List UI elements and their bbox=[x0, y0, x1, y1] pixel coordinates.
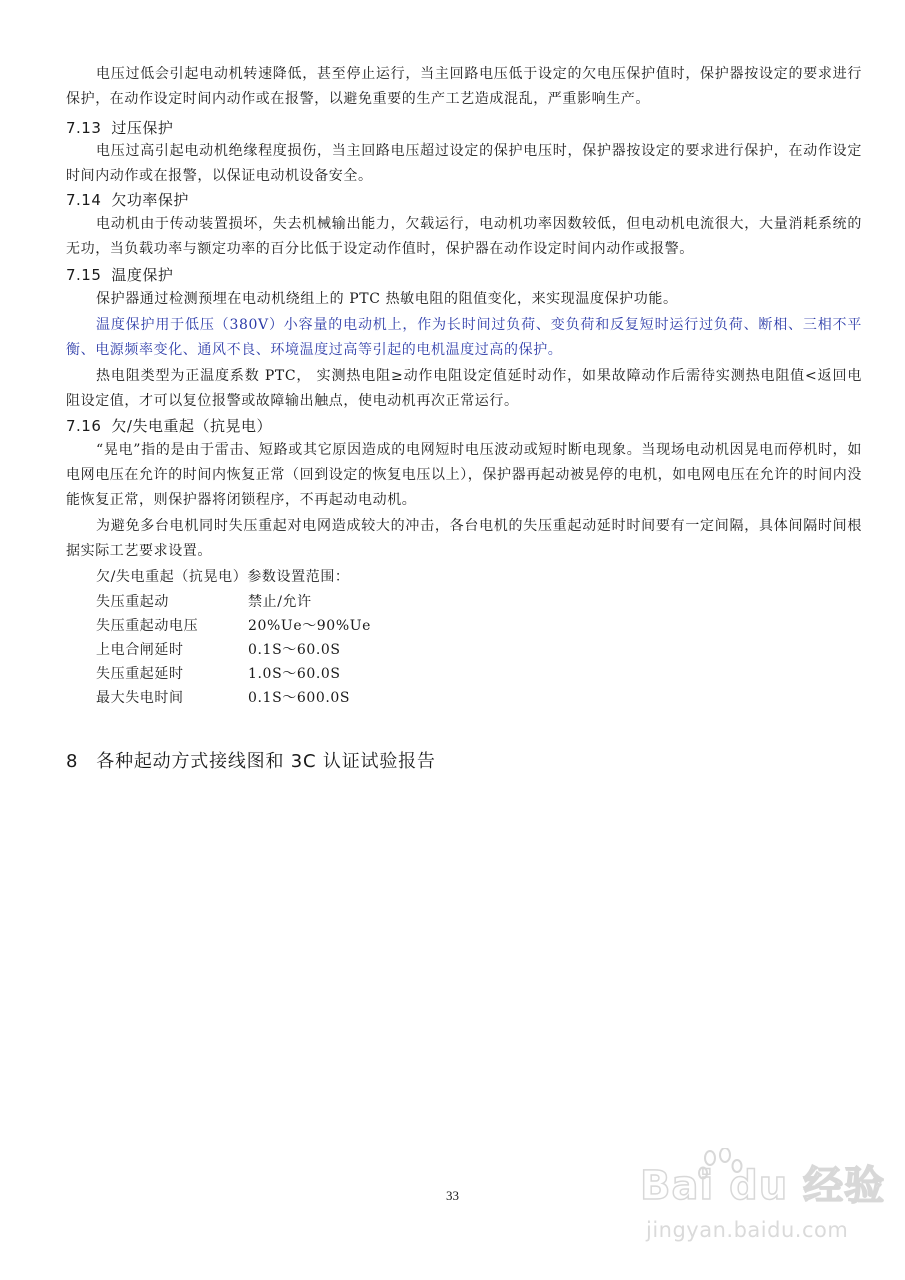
param-value: 20%Ue～90%Ue bbox=[248, 618, 372, 634]
param-name: 上电合闸延时 bbox=[96, 642, 184, 658]
paragraph-restart-interval: 为避免多台电机同时失压重起对电网造成较大的冲击，各台电机的失压重起动延时时间要有一定间隔，具体间隔时间根据实际工艺要求设置。 bbox=[66, 518, 862, 559]
heading-title: 过压保护 bbox=[111, 119, 174, 137]
heading-7-13 bbox=[66, 117, 173, 139]
paragraph-undervoltage: 电压过低会引起电动机转速降低，甚至停止运行，当主回路电压低于设定的欠电压保护值时，保护器按设定的要求进行保护，在动作设定时间内动作或在报警，以避免重要的生产工艺造成混乱，严重影响生产。 bbox=[66, 66, 862, 107]
param-row bbox=[96, 590, 312, 614]
param-value: 1.0S～60.0S bbox=[248, 666, 341, 682]
heading-7-14 bbox=[66, 189, 189, 211]
param-row bbox=[96, 686, 350, 710]
baidu-paw-icon bbox=[698, 1148, 744, 1202]
param-name: 失压重起延时 bbox=[96, 666, 184, 682]
paragraph-temp-scope: 温度保护用于低压（380V）小容量的电动机上，作为长时间过负荷、变负荷和反复短时运行过负荷、断相、三相不平衡、电源频率变化、通风不良、环境温度过高等引起的电机温度过高的保护。 bbox=[66, 317, 862, 358]
watermark-url: jingyan.baidu.com bbox=[646, 1218, 849, 1242]
param-row bbox=[96, 662, 341, 686]
param-value: 禁止/允许 bbox=[248, 594, 312, 610]
paragraph-overvoltage: 电压过高引起电动机绝缘程度损伤，当主回路电压超过设定的保护电压时，保护器按设定的要求进行保护，在动作设定时间内动作或在报警，以保证电动机设备安全。 bbox=[66, 143, 862, 184]
paragraph-restart-definition: “晃电”指的是由于雷击、短路或其它原因造成的电网短时电压波动或短时断电现象。当现场电动机因晃电而停机时，如电网电压在允许的时间内恢复正常（回到设定的恢复电压以上），保护器再起动被晃停的电机，如电网电压在允许的时间内没能恢复正常，则保护器将闭锁程序，不再起动电动机。 bbox=[66, 442, 862, 508]
param-name: 失压重起动 bbox=[96, 594, 169, 610]
heading-title: 欠功率保护 bbox=[111, 191, 189, 209]
chapter-number: 8 bbox=[66, 751, 79, 772]
page-number: 33 bbox=[446, 1188, 459, 1203]
param-value: 0.1S～60.0S bbox=[248, 642, 341, 658]
paragraph-temp-reset: 热电阻类型为正温度系数 PTC， 实测热电阻≥动作电阻设定值延时动作，如果故障动作后需待实测热电阻值<返回电阻设定值，才可以复位报警或故障输出触点，使电动机再次正常运行。 bbox=[66, 368, 862, 409]
heading-number: 7.13 bbox=[66, 119, 102, 137]
heading-7-16 bbox=[66, 415, 272, 437]
param-row bbox=[96, 614, 371, 638]
param-name: 最大失电时间 bbox=[96, 690, 184, 706]
chapter-8-heading bbox=[66, 750, 436, 774]
paragraph-temp-ptc: 保护器通过检测预埋在电动机绕组上的 PTC 热敏电阻的阻值变化，来实现温度保护功能。 bbox=[96, 291, 678, 307]
heading-number: 7.15 bbox=[66, 266, 102, 284]
chapter-title: 各种起动方式接线图和 3C 认证试验报告 bbox=[96, 751, 436, 772]
watermark-brand: Bai du 经验 bbox=[640, 1163, 886, 1209]
paragraph-underpower: 电动机由于传动装置损坏，失去机械输出能力，欠载运行，电动机功率因数较低，但电动机电流很大，大量消耗系统的无功，当负载功率与额定功率的百分比低于设定动作值时，保护器在动作设定时间内动作或报警。 bbox=[66, 216, 862, 257]
heading-number: 7.16 bbox=[66, 417, 102, 435]
param-value: 0.1S～600.0S bbox=[248, 690, 351, 706]
heading-number: 7.14 bbox=[66, 191, 102, 209]
heading-7-15 bbox=[66, 264, 173, 286]
baidu-jingyan-watermark bbox=[640, 1146, 890, 1266]
param-intro: 欠/失电重起（抗晃电）参数设置范围： bbox=[96, 569, 350, 585]
param-row bbox=[96, 638, 341, 662]
param-name: 失压重起动电压 bbox=[96, 618, 199, 634]
heading-title: 欠/失电重起（抗晃电） bbox=[111, 417, 272, 435]
heading-title: 温度保护 bbox=[111, 266, 174, 284]
